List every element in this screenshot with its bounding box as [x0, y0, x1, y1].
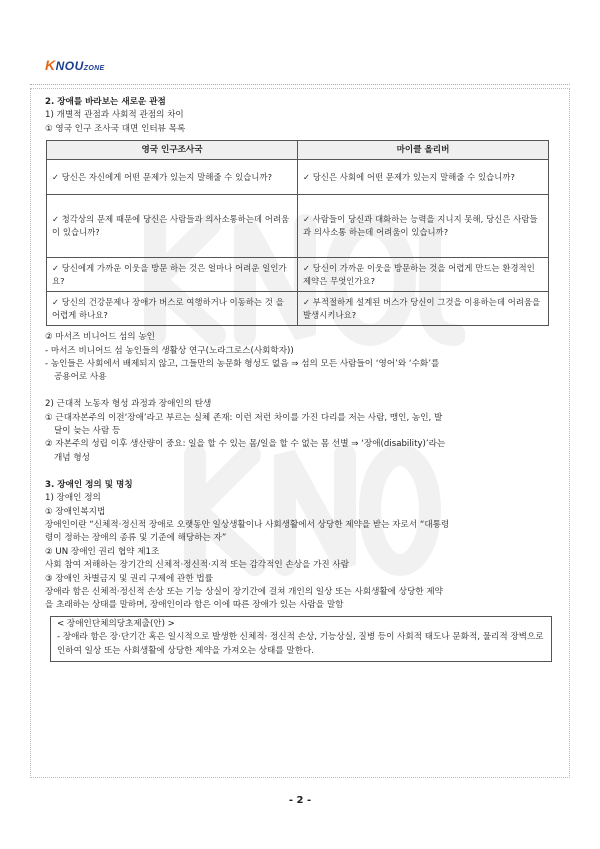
definition-text: 장애인이란 “신체적·정신적 장애로 오랫동안 일상생활이나 사회생활에서 상당한 제약을 받는 자로서 “대통령: [45, 519, 450, 530]
spacer: [45, 385, 555, 398]
knouzone-logo: KNOUZONE: [45, 57, 105, 73]
list-item: ① 영국 인구 조사국 대면 인터뷰 목록: [45, 123, 186, 134]
table-cell: ✓ 당신은 자신에게 어떤 문제가 있는지 말해줄 수 있습니까?: [47, 160, 298, 195]
bullet-item: - 마서즈 비니어드 섬 농인들의 생활상 연구(노라그로스(사회학자)): [45, 345, 294, 356]
column-header: 마이클 올리버: [298, 141, 549, 160]
table-cell: ✓ 사람들이 당신과 대화하는 능력을 지니지 못해, 당신은 사람들과 의사소통 하는데 어려움이 있습니까?: [298, 195, 549, 258]
list-item: ② 마서즈 비니어드 섬의 농인: [45, 332, 155, 343]
section-3-title: 3. 장애인 정의 및 명칭: [45, 479, 133, 490]
list-item: ① 장애인복지법: [45, 506, 106, 517]
interview-comparison-table: [46, 140, 549, 326]
table-row: [47, 258, 549, 292]
list-item-continued: 달이 늦는 사람 등: [54, 426, 121, 437]
list-item: ② UN 장애인 권리 협약 제1조: [45, 546, 160, 557]
bullet-item-continued: 공용어로 사용: [54, 372, 107, 383]
sub-heading: 1) 개별적 관점과 사회적 관점의 차이: [45, 110, 184, 121]
definition-text: 을 초래하는 상태를 말하며, 장애인이라 함은 이에 따른 장애가 있는 사람을 말함: [45, 600, 344, 611]
table-cell: ✓ 청각상의 문제 때문에 당신은 사람들과 의사소통하는데 어려움이 있습니까?: [47, 195, 298, 258]
list-item: ③ 장애인 차별금지 및 권리 구제에 관한 법률: [45, 573, 213, 584]
sub-heading: 2) 근대적 노동자 형성 과정과 장애인의 탄생: [45, 399, 212, 410]
box-title: < 장애인단체의당초제출(안) >: [57, 618, 175, 629]
table-header-row: [47, 141, 549, 160]
column-header: 영국 인구조사국: [47, 141, 298, 160]
table-cell: ✓ 당신에게 가까운 이웃을 방문 하는 것은 얼마나 어려운 일인가요?: [47, 258, 298, 292]
box-text: - 장애라 함은 장·단기간 혹은 일시적으로 발생한 신체적· 정신적 손상, 기능상실, 질병 등이 사회적 태도나 문화적, 물리적 장벽으로 인하여 일상 또는 사회생활에 상당한 제약을 가져오는 상태를 말한다.: [57, 632, 544, 656]
table-cell: ✓ 부적절하게 설계된 버스가 당신이 그것을 이용하는데 어려움을 발생시키나요?: [298, 292, 549, 326]
sub-heading: 1) 장애인 정의: [45, 493, 101, 504]
definition-text: 사회 참여 저해하는 장기간의 신체적·정신적·지적 또는 감각적인 손상을 가진 사람: [45, 560, 350, 571]
definition-text: 장애라 함은 신체적·정신적 손상 또는 기능 상실이 장기간에 걸쳐 개인의 일상 또는 사회생활에 상당한 제약: [45, 586, 443, 597]
list-item-continued: 개념 형성: [54, 452, 90, 463]
spacer: [45, 465, 555, 478]
section-2-title: 2. 장애를 바라보는 새로운 관점: [45, 97, 166, 107]
page-number: - 2 -: [288, 795, 312, 806]
proposal-box: [50, 616, 552, 662]
main-content: [45, 96, 555, 662]
header-divider: [30, 84, 570, 85]
table-row: [47, 160, 549, 195]
table-cell: ✓ 당신의 건강문제나 장애가 버스로 여행하거나 이동하는 것 을 어렵게 하나요?: [47, 292, 298, 326]
table-cell: ✓ 당신은 사회에 어떤 문제가 있는지 말해줄 수 있습니까?: [298, 160, 549, 195]
table-cell: ✓ 당신이 가까운 이웃을 방문하는 것을 어렵게 만드는 환경적인 제약은 무엇인가요?: [298, 258, 549, 292]
table-row: [47, 292, 549, 326]
bullet-item: - 농인들은 사회에서 배제되지 않고, 그들만의 농문화 형성도 없음 ⇒ 섬의 모든 사람들이 ‘영어’와 ‘수화’를: [45, 359, 440, 370]
definition-text: 령이 정하는 장애의 종류 및 기준에 해당하는 자”: [45, 533, 227, 544]
table-row: [47, 195, 549, 258]
list-item: ② 자본주의 성립 이후 생산량이 중요: 일을 할 수 있는 몸/일을 할 수 없는 몸 선별 ⇒ ‘장애(disability)’라는: [45, 439, 446, 450]
list-item: ① 근대자본주의 이전‘장애’라고 부르는 실체 존재: 이런 저런 차이를 가진 다리를 저는 사람, 맹인, 농인, 발: [45, 412, 443, 423]
